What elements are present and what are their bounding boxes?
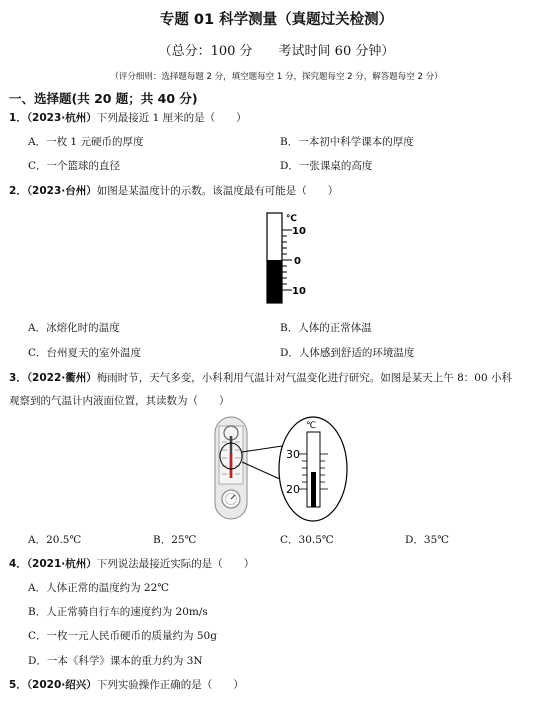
option-a: A．一枚 1 元硬币的厚度	[28, 136, 144, 148]
zoom-line	[242, 462, 282, 480]
option-d: D．人体感到舒适的环境温度	[280, 347, 415, 359]
option-d: D．35℃	[405, 534, 450, 546]
option-c: C．台州夏天的室外温度	[28, 347, 142, 359]
option-c: C．一个篮球的直径	[28, 160, 121, 172]
question-number: 5．	[9, 679, 27, 691]
option-a: A．人体正常的温度约为 22℃	[28, 582, 170, 594]
question-source: （2023·台州）	[26, 185, 97, 197]
page-title: 专题 01 科学测量（真题过关检测）	[159, 12, 394, 28]
page-subtitle: （总分：100 分 考试时间 60 分钟）	[158, 44, 395, 59]
question-stem: 梅雨时节，天气多变，小科利用气温计对气温变化进行研究。如图是某天上午 8：00 小科	[96, 372, 512, 384]
option-a: A．20.5℃	[28, 534, 82, 546]
unit-label: ℃	[286, 214, 297, 224]
tick-label: 10	[292, 286, 306, 297]
option-b: B．一本初中科学课本的厚度	[280, 136, 414, 148]
question-stem: 下列实验操作正确的是（ ）	[96, 679, 244, 691]
tick-label: 10	[292, 226, 306, 237]
zoom-liquid	[311, 472, 316, 507]
option-b: B．25℃	[153, 534, 197, 546]
zoom-line	[242, 446, 282, 452]
question-stem-continued: 观察到的气温计内液面位置，其读数为（ ）	[9, 395, 230, 407]
option-d: D．一本《科学》课本的重力约为 3N	[28, 655, 203, 667]
question-number: 4．	[9, 558, 27, 570]
tick-label: 20	[286, 483, 300, 496]
option-b: B．人正常骑自行车的速度约为 20m/s	[28, 606, 208, 618]
question-source: （2021·杭州）	[26, 558, 97, 570]
tick-label: 0	[294, 256, 301, 267]
option-c: C．30.5℃	[280, 534, 334, 546]
unit-label: ℃	[306, 421, 317, 431]
question-source: （2022·衢州）	[26, 372, 97, 384]
option-c: C．一枚一元人民币硬币的质量约为 50g	[28, 630, 217, 642]
question-number: 1．	[9, 112, 27, 124]
question-stem: 如图是某温度计的示数。该温度最有可能是（ ）	[96, 185, 339, 197]
tick-label: 30	[286, 448, 300, 461]
question-4	[9, 556, 254, 571]
hygrometer-figure	[210, 414, 355, 524]
question-1	[9, 110, 247, 125]
question-number: 3．	[9, 372, 27, 384]
question-stem: 下列最接近 1 厘米的是（ ）	[96, 112, 247, 124]
scoring-note: （评分细则：选择题每题 2 分，填空题每空 1 分，探究题每空 2 分，解答题每空 2 分）	[110, 72, 443, 82]
thermometer-scale	[282, 230, 292, 290]
option-b: B．人体的正常体温	[280, 322, 372, 334]
section-title: 一、选择题(共 20 题；共 40 分)	[9, 91, 198, 106]
question-source: （2020·绍兴）	[26, 679, 97, 691]
thermometer-figure	[258, 209, 328, 309]
question-number: 2．	[9, 185, 27, 197]
option-a: A．冰熔化时的温度	[28, 322, 120, 334]
question-5	[9, 677, 244, 692]
thermometer-liquid	[267, 260, 282, 303]
question-2	[9, 183, 338, 198]
question-source: （2023·杭州）	[26, 112, 97, 124]
question-stem: 下列说法最接近实际的是（ ）	[96, 558, 255, 570]
option-d: D．一张课桌的高度	[280, 160, 373, 172]
question-3	[9, 370, 512, 385]
